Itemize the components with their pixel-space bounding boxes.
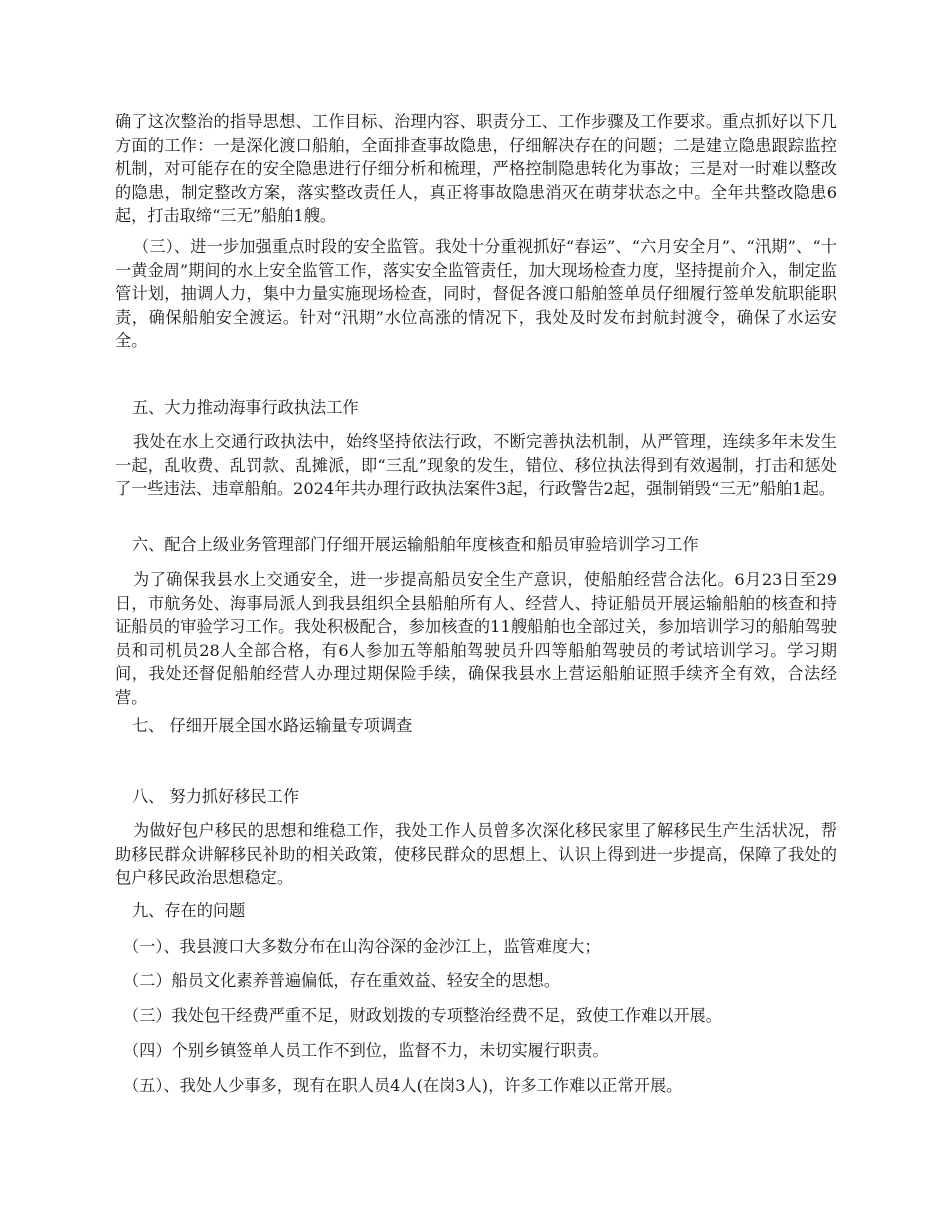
section-heading-7: 七、 仔细开展全国水路运输量专项调查 — [132, 716, 413, 735]
paragraph-ship-inspection: 为了确保我县水上交通安全，进一步提高船员安全生产意识，使船舶经营合法化。6月23日至29日，市航务处、海事局派人到我县组织全县船舶所有人、经营人、持证船员开展运输船舶的核查和持证船员的审验学习工作。我处积极配合，参加核查的11艘船舶也全部过关，参加培训学习的船舶驾驶员和司机员28人全部合格，有6人参加五等船舶驾驶员升四等船舶驾驶员的考试培训学习。学习期间，我处还督促船舶经营人办理过期保险手续，确保我县水上营运船舶证照手续齐全有效，合法经营。 — [115, 570, 837, 707]
section-heading-5: 五、大力推动海事行政执法工作 — [132, 398, 359, 417]
issue-item: （四）个别乡镇签单人员工作不到位，监督不力，未切实履行职责。 — [123, 1041, 609, 1060]
issue-item: （三）我处包干经费严重不足，财政划拨的专项整治经费不足，致使工作难以开展。 — [123, 1006, 722, 1025]
issue-item: （五）、我处人少事多，现有在职人员4人(在岗3人)，许多工作难以正常开展。 — [123, 1076, 683, 1095]
paragraph-law-enforcement: 我处在水上交通行政执法中，始终坚持依法行政，不断完善执法机制，从严管理，连续多年未发生一起，乱收费、乱罚款、乱摊派，即“三乱”现象的发生，错位、移位执法得到有效遏制，打击和惩处了一些违法、违章船舶。2024年共办理行政执法案件3起，行政警告2起，强制销毁“三无”船舶1起。 — [115, 432, 837, 498]
paragraph-key-period-supervision: （三）、进一步加强重点时段的安全监管。我处十分重视抓好“春运”、“六月安全月”、“汛期”、“十一黄金周”期间的水上安全监管工作，落实安全监管责任，加大现场检查力度，坚持提前介入，制定监管计划，抽调人力，集中力量实施现场检查，同时，督促各渡口船舶签单员仔细履行签单发航职能职责，确保船舶安全渡运。针对“汛期”水位高涨的情况下，我处及时发布封航封渡令，确保了水运安全。 — [115, 237, 837, 350]
issue-item: （一）、我县渡口大多数分布在山沟谷深的金沙江上，监管难度大； — [123, 937, 601, 956]
issue-item: （二）船员文化素养普遍偏低，存在重效益、轻安全的思想。 — [123, 971, 561, 990]
section-heading-9: 九、存在的问题 — [132, 901, 246, 920]
paragraph-migrant-work: 为做好包户移民的思想和维稳工作，我处工作人员曾多次深化移民家里了解移民生产生活状况，帮助移民群众讲解移民补助的相关政策，使移民群众的思想上、认识上得到进一步提高，保障了我处的包户移民政治思想稳定。 — [115, 821, 837, 887]
paragraph-rectification: 确了这次整治的指导思想、工作目标、治理内容、职责分工、工作步骤及工作要求。重点抓好以下几方面的工作：一是深化渡口船舶，全面排查事故隐患，仔细解决存在的问题；二是建立隐患跟踪监控机制，对可能存在的安全隐患进行仔细分析和梳理，严格控制隐患转化为事故；三是对一时难以整改的隐患，制定整改方案，落实整改责任人，真正将事故隐患消灭在萌芽状态之中。全年共整改隐患6起，打击取缔“三无”船舶1艘。 — [115, 112, 837, 225]
section-heading-6: 六、配合上级业务管理部门仔细开展运输船舶年度核查和船员审验培训学习工作 — [132, 535, 699, 554]
section-heading-8: 八、 努力抓好移民工作 — [132, 787, 300, 806]
